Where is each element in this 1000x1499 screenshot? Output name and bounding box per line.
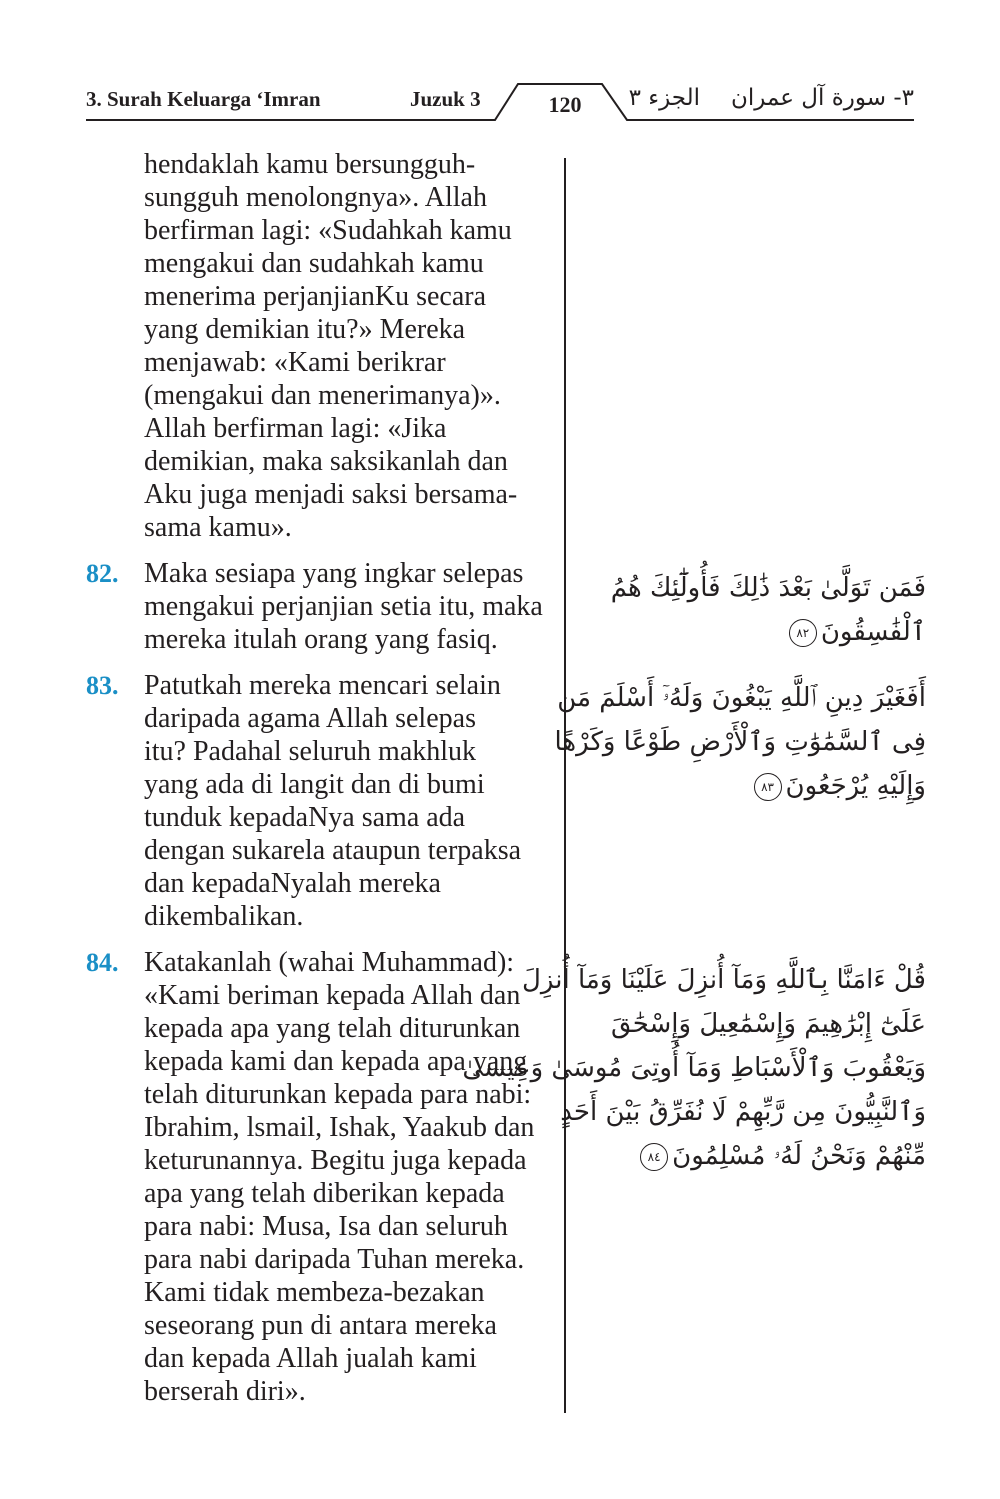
surah-arabic: ٣- سورة آل عمران <box>731 85 914 111</box>
text-line: Maka sesiapa yang ingkar selepas <box>144 558 524 589</box>
text-line: seseorang pun di antara mereka <box>144 1310 497 1341</box>
text-line: hendaklah kamu bersungguh- <box>144 149 476 180</box>
text-line: dikembalikan. <box>144 901 304 932</box>
text-line: Aku juga menjadi saksi bersama- <box>144 479 518 510</box>
verse-82 <box>86 557 556 656</box>
text-line: dan kepada Allah jualah kami <box>144 1343 477 1374</box>
text-line: para nabi daripada Tuhan mereka. <box>144 1244 525 1275</box>
text-line: Ibrahim, lsmail, Ishak, Yaakub dan <box>144 1112 535 1143</box>
text-line: menerima perjanjianKu secara <box>144 281 487 312</box>
text-line: tunduk kepadaNya sama ada <box>144 802 466 833</box>
arabic-line: فِى ٱلسَّمَٰوَٰتِ وَٱلْأَرْضِ طَوْعًا وَكَرْهًا <box>554 727 926 757</box>
arabic-line: وَيَعْقُوبَ وَٱلْأَسْبَاطِ وَمَآ أُوتِىَ مُوسَىٰ وَعِيسَىٰ <box>462 1053 926 1083</box>
text-line: Allah berfirman lagi: «Jika <box>144 413 447 444</box>
column-divider <box>564 158 566 1413</box>
arabic-line: قُلْ ءَامَنَّا بِٱللَّهِ وَمَآ أُنزِلَ عَلَيْنَا وَمَآ أُنزِلَ <box>522 965 926 995</box>
text-line: itu? Padahal seluruh makhluk <box>144 736 477 767</box>
verse-number: 84. <box>86 948 119 977</box>
page-header <box>0 0 1000 130</box>
arabic-line-text: وَإِلَيْهِ يُرْجَعُونَ <box>785 771 926 801</box>
arabic-line: عَلَىٰٓ إِبْرَٰهِيمَ وَإِسْمَٰعِيلَ وَإِسْحَٰقَ <box>611 1009 926 1039</box>
text-line: menjawab: «Kami berikrar <box>144 347 446 378</box>
text-line: «Kami beriman kepada Allah dan <box>144 980 521 1011</box>
verse-84 <box>86 946 556 1408</box>
juz-arabic: الجزء ٣ <box>628 85 700 111</box>
text-line: mengakui perjanjian setia itu, maka <box>144 591 543 622</box>
text-line: mereka itulah orang yang fasiq. <box>144 624 498 655</box>
arabic-line <box>586 764 926 808</box>
arabic-line <box>586 1134 926 1178</box>
text-line: sungguh menolongnya». Allah <box>144 182 487 213</box>
juzuk-label: Juzuk 3 <box>410 87 481 111</box>
verse-83 <box>86 669 556 933</box>
ayah-marker: ٨٤ <box>640 1143 668 1171</box>
intro-paragraph <box>86 148 556 544</box>
text-line: dan kepadaNyalah mereka <box>144 868 441 899</box>
text-line: para nabi: Musa, Isa dan seluruh <box>144 1211 508 1242</box>
verse-number: 83. <box>86 671 119 700</box>
text-line: Kami tidak membeza-bezakan <box>144 1277 485 1308</box>
arabic-line: وَٱلنَّبِيُّونَ مِن رَّبِّهِمْ لَا نُفَرِّقُ بَيْنَ أَحَدٍ <box>560 1097 926 1127</box>
arabic-line-text: ٱلْفَٰسِقُونَ <box>820 617 926 647</box>
arabic-verse-83 <box>554 676 926 808</box>
text-line: yang demikian itu?» Mereka <box>144 314 466 345</box>
page-number: 120 <box>548 92 582 117</box>
translation-column <box>86 148 556 1408</box>
text-line: daripada agama Allah selepas <box>144 703 476 734</box>
arabic-line <box>586 610 926 654</box>
text-line: Katakanlah (wahai Muhammad): <box>144 947 515 978</box>
text-line: apa yang telah diberikan kepada <box>144 1178 505 1209</box>
arabic-line: أَفَغَيْرَ دِينِ ٱللَّهِ يَبْغُونَ وَلَهُۥٓ أَسْلَمَ مَن <box>557 683 926 713</box>
text-line: yang ada di langit dan di bumi <box>144 769 485 800</box>
text-line: telah diturunkan kepada para nabi: <box>144 1079 532 1110</box>
text-line: kepada apa yang telah diturunkan <box>144 1013 521 1044</box>
ayah-marker: ٨٣ <box>754 773 782 801</box>
text-line: berserah diri». <box>144 1376 306 1407</box>
text-line: Patutkah mereka mencari selain <box>144 670 501 701</box>
text-line: berfirman lagi: «Sudahkah kamu <box>144 215 512 246</box>
text-line: kepada kami dan kepada apa yang <box>144 1046 528 1077</box>
arabic-verse-84 <box>462 958 926 1178</box>
text-line: sama kamu». <box>144 512 292 543</box>
text-line: keturunannya. Begitu juga kepada <box>144 1145 527 1176</box>
arabic-verse-82 <box>586 566 926 654</box>
arabic-line-text: مِّنْهُمْ وَنَحْنُ لَهُۥ مُسْلِمُونَ <box>672 1141 926 1171</box>
text-line: dengan sukarela ataupun terpaksa <box>144 835 522 866</box>
ayah-marker: ٨٢ <box>789 619 817 647</box>
verse-number: 82. <box>86 559 119 588</box>
arabic-line: فَمَن تَوَلَّىٰ بَعْدَ ذَٰلِكَ فَأُولَٰٓئِكَ هُمُ <box>610 573 926 603</box>
text-line: mengakui dan sudahkah kamu <box>144 248 484 279</box>
text-line: demikian, maka saksikanlah dan <box>144 446 508 477</box>
surah-title: 3. Surah Keluarga ‘Imran <box>86 87 321 111</box>
text-line: (mengakui dan menerimanya)». <box>144 380 501 411</box>
